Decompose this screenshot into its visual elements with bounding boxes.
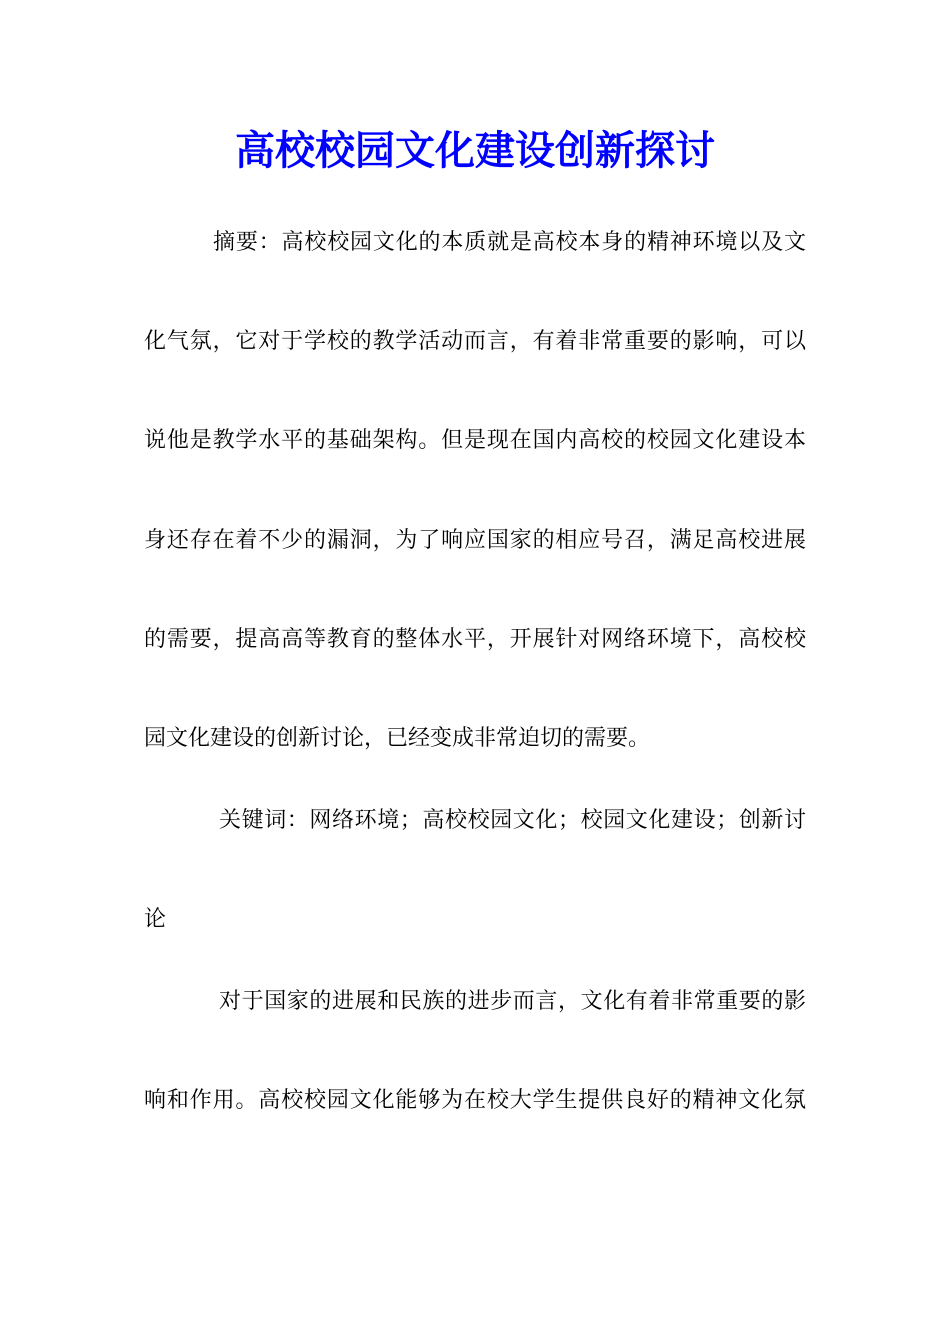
abstract-line-5: 的需要，提高高等教育的整体水平，开展针对网络环境下，高校校 [144,627,806,652]
body-line-2: 响和作用。高校校园文化能够为在校大学生提供良好的精神文化氛 [144,1088,806,1113]
abstract-line-2: 化气氛，它对于学校的教学活动而言，有着非常重要的影响，可以 [144,329,806,354]
abstract-line-4: 身还存在着不少的漏洞，为了响应国家的相应号召，满足高校进展 [144,528,806,553]
abstract-line-6: 园文化建设的创新讨论，已经变成非常迫切的需要。 [144,726,651,751]
abstract-line-3: 说他是教学水平的基础架构。但是现在国内高校的校园文化建设本 [144,428,806,453]
abstract-line-1: 摘要：高校校园文化的本质就是高校本身的精神环境以及文 [213,230,806,255]
keywords-line-2: 论 [144,907,167,932]
keywords-line-1: 关键词：网络环境；高校校园文化；校园文化建设；创新讨 [219,808,806,833]
document-title: 高校校园文化建设创新探讨 [235,127,715,174]
body-line-1: 对于国家的进展和民族的进步而言，文化有着非常重要的影 [219,989,806,1014]
